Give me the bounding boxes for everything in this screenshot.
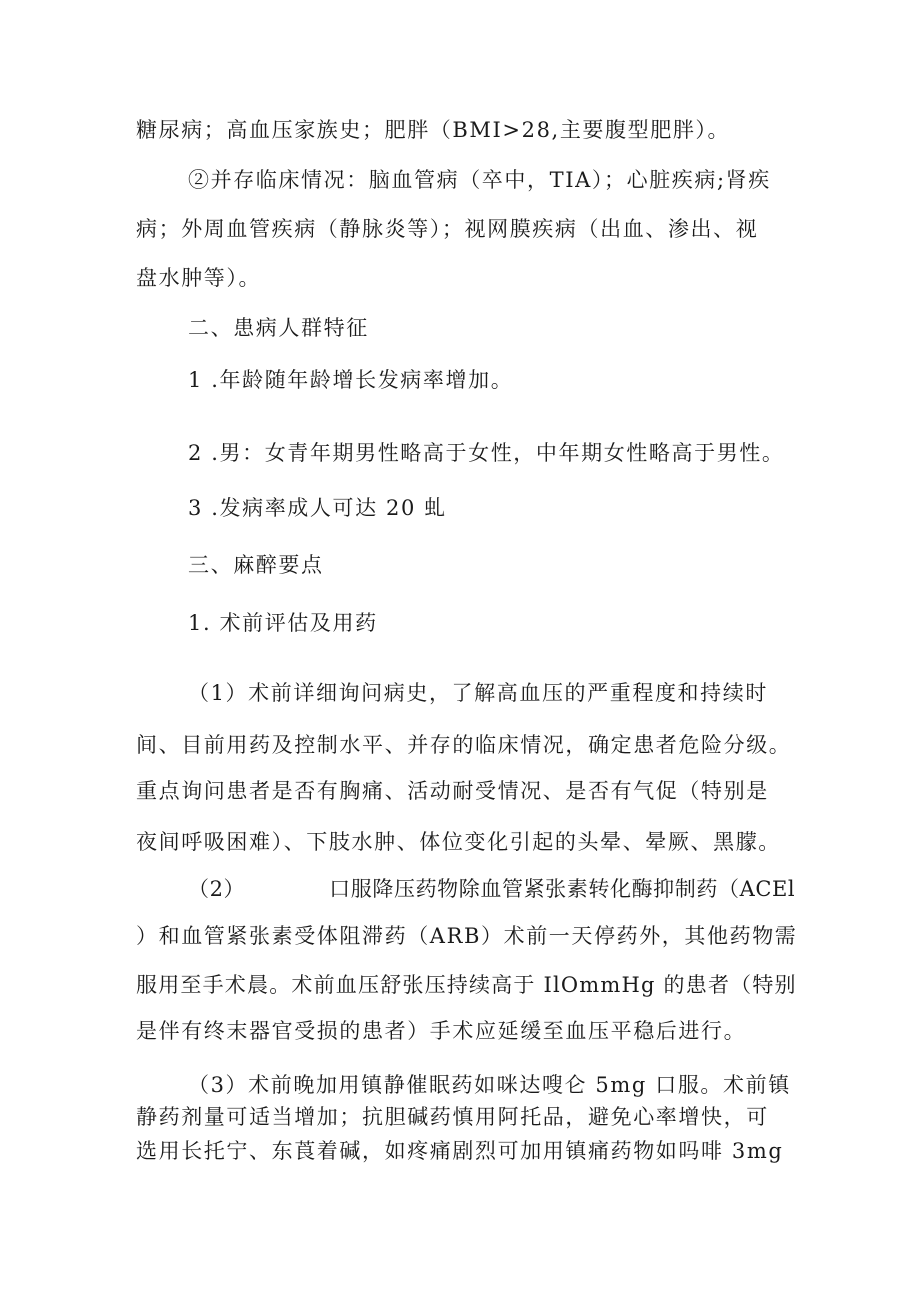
section-2-item-3: 3 .发病率成人可达 20 虬 [188,496,447,520]
para-2-line-3: 服用至手术晨。术前血压舒张压持续高于 IlOmmHg 的患者（特别 [136,973,797,997]
section-3-subheading: 1. 术前评估及用药 [188,611,378,635]
concomitant-line-2: 病；外周血管疾病（静脉炎等）；视网膜疾病（出血、渗出、视 [136,217,759,241]
para-3-line-1: （3）术前晚加用镇静催眠药如咪达嗖仑 5mg 口服。术前镇 [188,1073,791,1097]
section-3-heading: 三、麻醉要点 [188,553,324,577]
para-1-line-2: 间、目前用药及控制水平、并存的临床情况，确定患者危险分级。 [136,733,792,757]
para-2-label: （2） [188,877,246,901]
para-2-line-4: 是伴有终末器官受损的患者）手术应延缓至血压平稳后进行。 [136,1019,747,1043]
section-2-item-1: 1 .年龄随年龄增长发病率增加。 [188,368,514,392]
concomitant-line-1: ②并存临床情况：脑血管病（卒中，TIA）；心脏疾病;肾疾 [188,168,771,192]
para-1-line-1: （1）术前详细询问病史，了解高血压的严重程度和持续时 [188,681,768,705]
para-1-line-4: 夜间呼吸困难）、下肢水肿、体位变化引起的头晕、晕厥、黑朦。 [136,830,781,854]
para-1-line-3: 重点询问患者是否有胸痛、活动耐受情况、是否有气促（特别是 [136,779,769,803]
section-2-heading: 二、患病人群特征 [188,316,369,340]
para-2-line-2: ）和血管紧张素受体阻滞药（ARB）术前一天停药外，其他药物需 [136,924,798,948]
section-2-item-2: 2 .男：女青年期男性略高于女性，中年期女性略高于男性。 [188,441,785,465]
concomitant-line-3: 盘水肿等）。 [136,266,262,290]
para-3-line-3: 选用长托宁、东莨着碱，如疼痛剧烈可加用镇痛药物如吗啡 3mg [136,1139,784,1163]
intro-line: 糖尿病；高血压家族史；肥胖（BMI>28,主要腹型肥胖）。 [136,118,731,142]
para-3-line-2: 静药剂量可适当增加；抗胆碱药慎用阿托品，避免心率增快，可 [136,1105,769,1129]
para-2-line-1 [188,873,795,905]
para-2-line-1-text: 口服降压药物除血管紧张素转化酶抑制药（ACEl [329,877,796,901]
